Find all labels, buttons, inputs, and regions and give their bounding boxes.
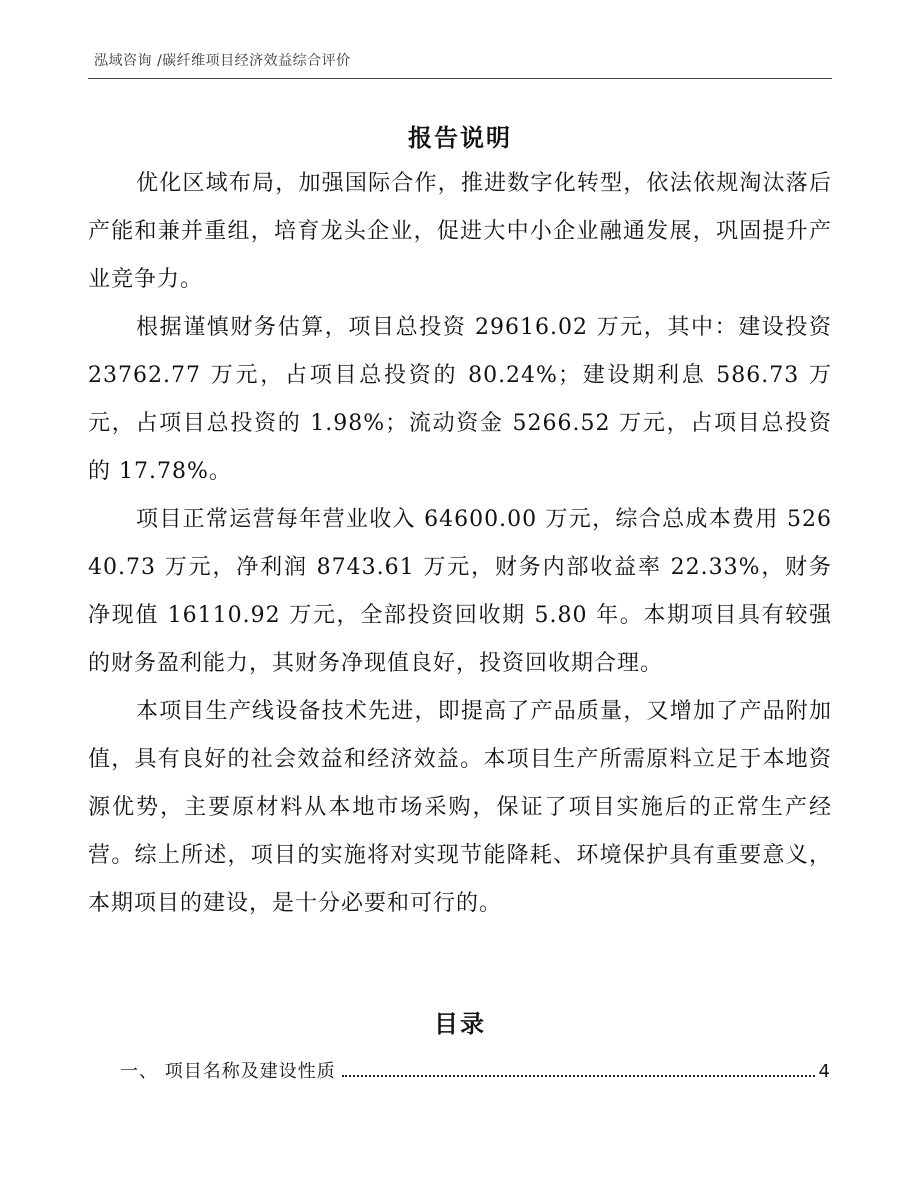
toc-dot-leader — [342, 1075, 815, 1077]
paragraph-financial-returns: 项目正常运营每年营业收入 64600.00 万元，综合总成本费用 52640.73 万元，净利润 8743.61 万元，财务内部收益率 22.33%，财务净现值 16110.92 万元，全部投资回收期 5.80 年。本期项目具有较强的财务盈利能力，其财务净现值良好，投资回收期合理。 — [88, 507, 832, 676]
paragraph-project-benefits: 本项目生产线设备技术先进，即提高了产品质量，又增加了产品附加值，具有良好的社会效益和经济效益。本项目生产所需原料立足于本地资源优势，主要原材料从本地市场采购，保证了项目实施后的正常生产经营。综上所述，项目的实施将对实现节能降耗、环境保护具有重要意义，本期项目的建设，是十分必要和可行的。 — [88, 699, 832, 916]
toc-entry[interactable] — [120, 1052, 830, 1092]
table-of-contents — [120, 1052, 830, 1092]
report-title: 报告说明 — [408, 124, 512, 152]
toc-title: 目录 — [434, 1010, 486, 1038]
report-body — [88, 160, 832, 928]
paragraph-layout-optimization: 优化区域布局，加强国际合作，推进数字化转型，依法依规淘汰落后产能和兼并重组，培育龙头企业，促进大中小企业融通发展，巩固提升产业竞争力。 — [88, 171, 832, 292]
toc-entry-page: 4 — [818, 1061, 830, 1082]
paragraph-investment-estimate: 根据谨慎财务估算，项目总投资 29616.02 万元，其中：建设投资 23762.77 万元，占项目总投资的 80.24%；建设期利息 586.73 万元，占项目总投资的 1.98%；流动资金 5266.52 万元，占项目总投资的 17.78%。 — [88, 315, 832, 484]
running-header: 泓域咨询 /碳纤维项目经济效益综合评价 — [94, 53, 351, 69]
header-divider — [88, 78, 832, 79]
toc-entry-label: 一、 项目名称及建设性质 — [120, 1061, 336, 1082]
